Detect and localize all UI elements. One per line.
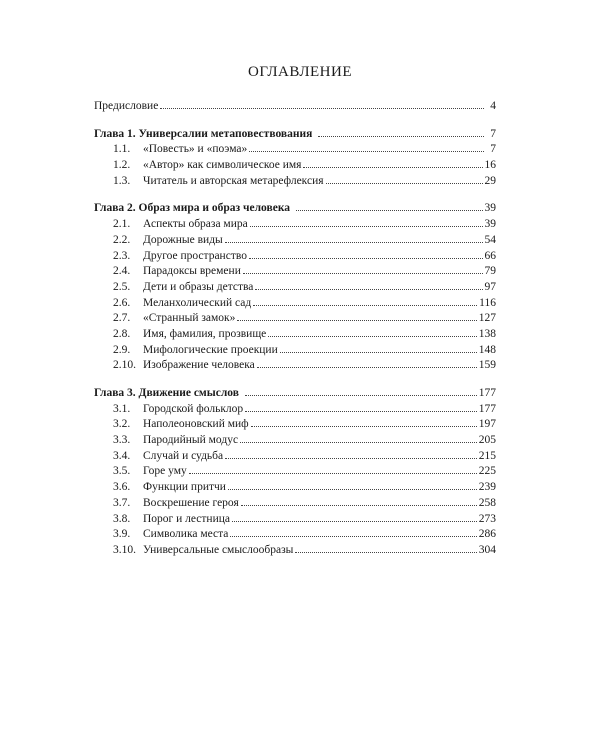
- toc-section[interactable]: [94, 341, 496, 357]
- toc-section[interactable]: [94, 309, 496, 325]
- toc-page-number: 286: [478, 528, 496, 541]
- table-of-contents: [94, 97, 496, 557]
- toc-page-number: 159: [478, 359, 496, 372]
- section-title: Городской фольклор: [143, 402, 244, 415]
- toc-section[interactable]: [94, 247, 496, 263]
- dot-leader: [249, 247, 483, 259]
- toc-page-number: 138: [478, 327, 496, 340]
- toc-section[interactable]: [94, 494, 496, 510]
- toc-page-number: 39: [484, 202, 496, 215]
- toc-chapter[interactable]: [94, 199, 496, 215]
- dot-leader: [241, 494, 477, 506]
- toc-section[interactable]: [94, 525, 496, 541]
- dot-leader: [255, 278, 482, 290]
- section-number: 2.3.: [113, 249, 131, 262]
- toc-page-number: 225: [478, 465, 496, 478]
- toc-section[interactable]: [94, 510, 496, 526]
- section-number: 2.7.: [113, 312, 131, 325]
- dot-leader: [228, 478, 477, 490]
- dot-leader: [189, 462, 477, 474]
- chapter-title: Глава 2. Образ мира и образ человека: [94, 202, 291, 215]
- toc-page-number: 79: [484, 265, 496, 278]
- page-title: ОГЛАВЛЕНИЕ: [248, 64, 352, 80]
- toc-page-number: 116: [479, 296, 496, 309]
- section-title: Случай и судьба: [143, 449, 224, 462]
- dot-leader: [250, 215, 483, 227]
- toc-page-number: 66: [484, 249, 496, 262]
- section-number: 1.2.: [113, 159, 131, 172]
- toc-section[interactable]: [94, 478, 496, 494]
- section-number: 3.4.: [113, 449, 131, 462]
- dot-leader: [230, 525, 476, 537]
- section-number: 2.6.: [113, 296, 131, 309]
- toc-page-number: 197: [478, 418, 496, 431]
- section-title: Наполеоновский миф: [143, 418, 249, 431]
- section-title: «Странный замок»: [143, 312, 236, 325]
- dot-leader: [295, 541, 476, 553]
- dot-leader: [225, 447, 477, 459]
- section-number: 3.2.: [113, 418, 131, 431]
- section-title: Меланхолический сад: [143, 296, 252, 309]
- toc-section[interactable]: [94, 325, 496, 341]
- section-number: 2.10.: [113, 359, 136, 372]
- toc-page-number: 54: [484, 233, 496, 246]
- toc-chapter[interactable]: [94, 384, 496, 400]
- toc-section[interactable]: [94, 215, 496, 231]
- toc-page-number: 7: [490, 143, 496, 156]
- toc-page-number: 205: [478, 434, 496, 447]
- section-number: 3.7.: [113, 496, 131, 509]
- section-title: «Автор» как символическое имя: [143, 159, 302, 172]
- section-title: Дорожные виды: [143, 233, 223, 246]
- section-title: Дети и образы детства: [143, 280, 254, 293]
- dot-leader: [326, 172, 483, 184]
- section-number: 2.1.: [113, 218, 131, 231]
- section-number: 3.5.: [113, 465, 131, 478]
- section-number: 2.2.: [113, 233, 131, 246]
- toc-page-number: 39: [484, 218, 496, 231]
- toc-page-number: 258: [478, 496, 496, 509]
- section-number: 1.1.: [113, 143, 131, 156]
- toc-section[interactable]: [94, 431, 496, 447]
- dot-leader: [245, 384, 477, 396]
- toc-page-number: 4: [490, 100, 496, 112]
- section-number: 3.3.: [113, 434, 131, 447]
- section-number: 3.6.: [113, 481, 131, 494]
- toc-section[interactable]: [94, 278, 496, 294]
- section-title: Универсальные смыслообразы: [143, 543, 294, 556]
- section-title: Читатель и авторская метарефлексия: [143, 174, 324, 187]
- section-number: 2.8.: [113, 327, 131, 340]
- dot-leader: [232, 510, 477, 522]
- section-number: 2.4.: [113, 265, 131, 278]
- toc-section[interactable]: [94, 231, 496, 247]
- dot-leader: [253, 294, 477, 306]
- section-title: Парадоксы времени: [143, 265, 241, 278]
- section-title: Символика места: [143, 528, 229, 541]
- toc-page-number: 273: [478, 512, 496, 525]
- chapter-title: Глава 1. Универсалии метаповествования: [94, 127, 313, 140]
- dot-leader: [245, 400, 477, 412]
- toc-section[interactable]: [94, 356, 496, 372]
- section-title: Имя, фамилия, прозвище: [143, 327, 267, 340]
- section-title: Другое пространство: [143, 249, 247, 262]
- toc-page-number: 177: [478, 387, 496, 399]
- toc-entry-preface[interactable]: [94, 97, 496, 113]
- toc-section[interactable]: [94, 447, 496, 463]
- section-title: Порог и лестница: [143, 512, 231, 525]
- dot-leader: [303, 156, 482, 168]
- toc-entry-label: Предисловие: [94, 100, 159, 112]
- toc-section[interactable]: [94, 262, 496, 278]
- section-title: Функции притчи: [143, 481, 226, 494]
- toc-page-number: 16: [484, 159, 496, 172]
- toc-page-number: 127: [478, 312, 496, 325]
- toc-page-number: 7: [490, 127, 496, 140]
- toc-section[interactable]: [94, 156, 496, 172]
- toc-chapter[interactable]: [94, 125, 496, 141]
- section-title: «Повесть» и «поэма»: [143, 143, 248, 156]
- section-title: Изображение человека: [143, 359, 255, 372]
- dot-leader: [296, 199, 482, 211]
- dot-leader: [249, 140, 484, 152]
- dot-leader: [251, 415, 477, 427]
- section-number: 2.5.: [113, 280, 131, 293]
- section-number: 1.3.: [113, 174, 131, 187]
- section-title: Пародийный модус: [143, 434, 239, 447]
- toc-section[interactable]: [94, 415, 496, 431]
- toc-section[interactable]: [94, 400, 496, 416]
- section-number: 3.10.: [113, 543, 136, 556]
- toc-page-number: 215: [478, 449, 496, 462]
- toc-page-number: 304: [478, 543, 496, 556]
- dot-leader: [318, 125, 484, 137]
- dot-leader: [280, 341, 477, 353]
- section-number: 3.9.: [113, 528, 131, 541]
- toc-page-number: 97: [484, 280, 496, 293]
- toc-page-number: 239: [478, 481, 496, 494]
- section-number: 2.9.: [113, 343, 131, 356]
- section-title: Горе уму: [143, 465, 187, 478]
- dot-leader: [268, 325, 476, 337]
- toc-section[interactable]: [94, 541, 496, 557]
- section-title: Мифологические проекции: [143, 343, 278, 356]
- section-title: Аспекты образа мира: [143, 218, 248, 231]
- section-number: 3.8.: [113, 512, 131, 525]
- toc-section[interactable]: [94, 140, 496, 156]
- section-title: Воскрешение героя: [143, 496, 239, 509]
- dot-leader: [237, 309, 476, 321]
- chapter-title: Глава 3. Движение смыслов: [94, 387, 239, 399]
- dot-leader: [257, 356, 477, 368]
- section-number: 3.1.: [113, 402, 131, 415]
- toc-section[interactable]: [94, 172, 496, 188]
- dot-leader: [160, 97, 484, 109]
- toc-page-number: 148: [478, 343, 496, 356]
- toc-section[interactable]: [94, 294, 496, 310]
- dot-leader: [240, 431, 477, 443]
- toc-page-number: 177: [478, 402, 496, 415]
- dot-leader: [243, 262, 483, 274]
- toc-section[interactable]: [94, 462, 496, 478]
- toc-page-number: 29: [484, 174, 496, 187]
- dot-leader: [225, 231, 483, 243]
